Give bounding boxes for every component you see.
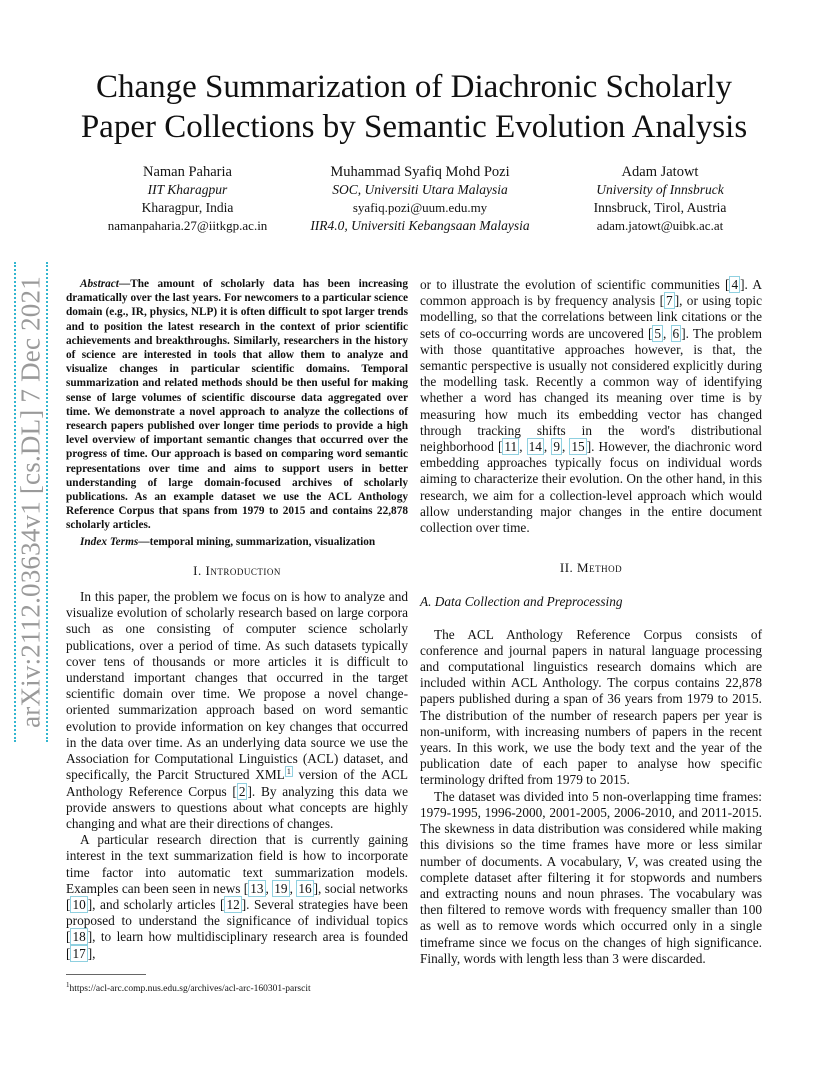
text-run: ], and scholarly articles [ [87,896,225,912]
text-run: ], [87,945,96,961]
arxiv-identifier[interactable]: arXiv:2112.03634v1 [cs.DL] 7 Dec 2021 [15,276,46,728]
citation-link[interactable]: 13 [250,880,264,896]
abstract-lead: Abstract [80,278,119,290]
text-run: , [663,325,671,341]
stamp-dotted-border-right [46,262,50,742]
index-terms [66,535,408,549]
text-run: , [543,439,552,455]
footnote-url[interactable]: https://acl-arc.comp.nus.edu.sg/archives/acl-arc-160301-parscit [69,983,311,994]
footnote [66,979,408,995]
citation-link[interactable]: 6 [672,325,680,341]
text-run: A particular research direction that is currently gaining interest in the text summarization field is how to incorporate time factor into automatic text summarization models. Examples can been seen in news [ [66,832,408,896]
citation-link[interactable]: 12 [226,896,240,912]
text-run: or to illustrate the evolution of scientific communities [ [420,277,730,292]
author-block-2 [300,163,540,235]
footnote-marker[interactable]: 1 [286,766,291,776]
text-run: , [265,880,273,896]
title-line-2: Paper Collections by Semantic Evolution Analysis [80,109,748,145]
text-run: The dataset was divided into 5 non-overlapping time frames: 1979-1995, 1996-2000, 2001-2005, 2006-2010, and 2011-2015. The skewness in data distribution was considered while making this divisions so the time frames have more or less similar number of documents. A vocabulary, [420,788,762,869]
text-run: In this paper, the problem we focus on is how to analyze and visualize evolution of scholarly research based on large corpora such as one consisting of computer science scholarly publications, over a period of time. As such datasets typically cover tens of thousands or more articles it is difficult to understand important changes that occurred in the target scientific domain over time. We propose a novel change-oriented summarization approach based on word semantic evolution to provide information on key changes that occurred in the data over time. As an underlying data source we use the Association for Computational Linguistics (ACL) dataset, and specifically, the Parcit Structured XML [66,589,408,783]
author-name: Adam Jatowt [621,164,699,180]
text-run: ]. A common approach is by frequency analysis [ [420,277,762,309]
section-title: Method [577,560,623,576]
left-column [66,277,408,995]
intro-paragraph-3 [420,277,762,536]
text-run: , was created using the complete dataset after filtering it for stopwords and numbers and extracting nouns and noun phrases. The vocabulary was then filtered to remove words with frequency smaller than 100 as well as to remove words which occurred only in a single timeframe since we focus on the changes of high significance. Finally, words with length less than 3 were discarded. [420,853,762,966]
author-name: Naman Paharia [143,164,232,180]
intro-paragraph-2 [66,832,408,962]
section-number: I. [193,562,206,578]
text-run: , [289,880,297,896]
method-paragraph-2 [420,789,762,967]
text-run: ]. However, the diachronic word embedding approaches typically focus on individual words aiming to characterize their evolution. On the other hand, in this research, we aim for a collection-level approach which would allow understanding major changes in the entire document collection over time. [420,439,763,536]
author-affiliation: University of Innsbruck [596,182,724,197]
citation-link[interactable]: 4 [731,277,739,292]
footnote-number: 1 [66,980,70,989]
text-run: ]. The problem with those quantitative approaches however, is that, the semantic perspective is usually not considered explicitly during the modelling task. Recently a common way of identifying whether a word has changed its meaning over time is by measuring how much its embedding vector has changed through tracking shifts in the word's distributional neighborhood [ [420,325,762,455]
citation-link[interactable]: 2 [238,783,246,799]
method-paragraph-1: The ACL Anthology Reference Corpus consists of conference and journal papers in natural language processing and computational linguistics research domains which are included within ACL Anthology. The corpus contains 22,878 papers published during a span of 36 years from 1979 to 2015. The distribution of the number of research papers per year is non-uniform, with increasing numbers of papers in the recent years. In this work, we use the body text and the year of the publication date of each paper to analyse how specific terminology drifted from 1979 to 2015. [420,626,762,788]
paper-title [60,67,768,147]
author-location: Innsbruck, Tirol, Austria [593,200,727,215]
citation-link[interactable]: 7 [666,293,673,309]
section-heading-method [420,560,762,576]
math-variable: V [626,853,635,869]
author-location: Kharagpur, India [141,200,234,215]
index-terms-text: —temporal mining, summarization, visualization [138,535,376,548]
text-run: , [561,439,570,455]
citation-link[interactable]: 15 [571,439,585,455]
text-run: ], social networks [ [66,880,408,912]
author-affiliation: IIT Kharagpur [147,182,228,197]
text-run: , [519,439,527,455]
title-line-1: Change Summarization of Diachronic Scholarly [96,69,732,105]
arxiv-stamp [14,262,48,742]
citation-link[interactable]: 14 [528,439,542,455]
text-run: ], to learn how multidisciplinary research area is founded [ [66,929,408,961]
citation-link[interactable]: 11 [504,439,518,455]
footnote-rule [66,974,146,975]
citation-link[interactable]: 19 [274,880,288,896]
section-number: II. [559,560,578,576]
author-affiliation-2: IIR4.0, Universiti Kebangsaan Malaysia [310,218,530,233]
intro-paragraph-1 [66,589,408,832]
author-block-3 [560,163,760,235]
abstract [66,277,408,533]
author-email: namanpaharia.27@iitkgp.ac.in [107,218,268,233]
abstract-text: —The amount of scholarly data has been increasing dramatically over the last years. For newcomers to a particular science domain (e.g., IR, physics, NLP) it is often difficult to spot larger trends and to position the latest research in the context of prior scientific achievements and breakthroughs. Similarly, researchers in the history of science are interested in tools that allow them to analyze and visualize changes in particular scientific domains. Temporal summarization and related methods should be then useful for making sense of large volumes of scientific discourse data aggregated over time. We demonstrate a novel approach to analyze the collections of research papers published over longer time periods to provide a high level overview of important semantic changes that occurred over the progress of time. Our approach is based on comparing word semantic representations over time and aims to support users in better understanding of large domain-focused archives of scholarly publications. As an example dataset we use the ACL Anthology Reference Corpus that spans from 1979 to 2015 and contains 22,878 scholarly articles. [66,278,408,532]
text-run: ]. By analyzing this data we provide answers to questions about what concepts are highly changing and what are their directions of changes. [66,783,408,831]
author-email: syafiq.pozi@uum.edu.my [352,200,488,215]
citation-link[interactable]: 9 [553,439,560,455]
author-email: adam.jatowt@uibk.ac.at [596,218,724,233]
citation-link[interactable]: 5 [654,325,662,341]
author-affiliation: SOC, Universiti Utara Malaysia [332,182,508,197]
index-terms-lead: Index Terms [80,535,139,548]
author-block-1 [95,163,280,235]
citation-link[interactable]: 16 [298,880,312,896]
citation-link[interactable]: 17 [72,945,86,961]
citation-link[interactable]: 10 [72,896,86,912]
author-name: Muhammad Syafiq Mohd Pozi [330,164,510,180]
subsection-heading: A. Data Collection and Preprocessing [420,594,623,610]
text-run: version of the ACL Anthology Reference Corpus [ [66,767,408,799]
text-run: ]. Several strategies have been proposed to understand the significance of individual topics [ [66,896,408,945]
section-title: Introduction [205,562,281,578]
text-run: ], or using topic modelling, so that the correlations between link citations or the sets of co-occurring words are uncovered [ [420,293,763,341]
section-heading-introduction [66,563,408,579]
right-column [420,277,762,967]
citation-link[interactable]: 18 [72,929,86,945]
